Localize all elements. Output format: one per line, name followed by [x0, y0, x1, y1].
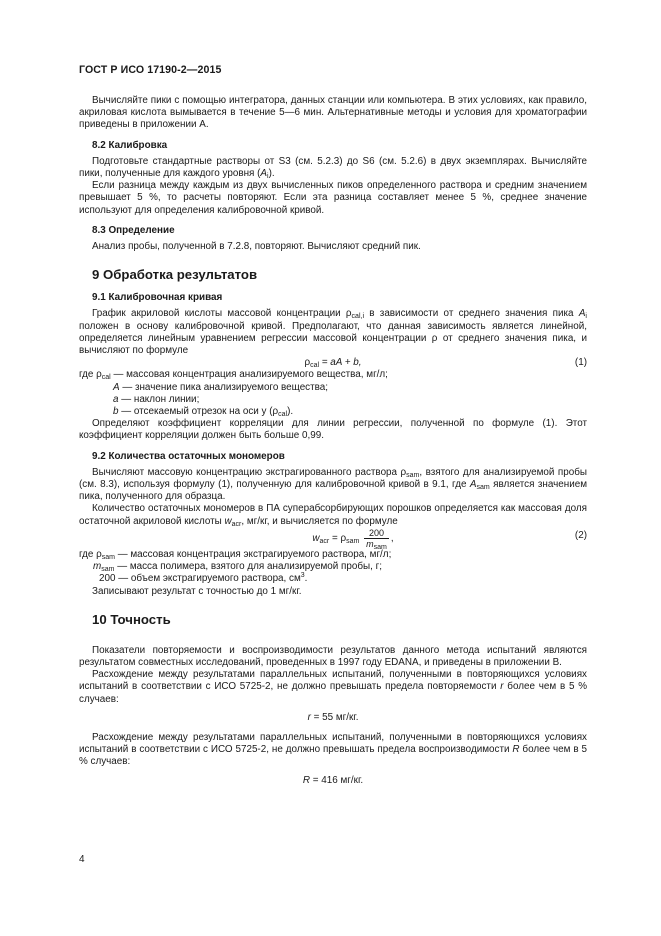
section-8-2-paragraph-2: Если разница между каждым из двух вычисленных пиков определенного раствора и средним значением превышает 5 %, то расчеты повторяют. Если эта разница составляет менее 5 %, среднее значение используют для определения калибровочной кривой. — [79, 180, 587, 216]
reproducibility-formula: R = 416 мг/кг. — [302, 774, 364, 786]
section-9-2-paragraph-1: Вычисляют массовую концентрацию экстрагированного раствора $\rho_{sam}$, взятого для анализируемой пробы (см. 8.3), используя формулу (1), полученную для калибровочной кривой в 9.1, где $A_{sam}$ является значением пика, полученного для образца. — [79, 466, 587, 503]
document-body — [79, 95, 587, 787]
legend-row: a — наклон линии; — [113, 393, 200, 405]
legend-row: где $\rho_{sam}$ — массовая концентрация экстрагируемого раствора, мг/л; — [79, 548, 392, 561]
section-9-1-title: 9.1 Калибровочная кривая — [92, 292, 223, 304]
section-10-paragraph-1: Показатели повторяемости и воспроизводимости результатов данного метода испытаний являются результатом совместных исследований, проведенных в 1997 году EDANA, и приведены в приложении В. — [79, 644, 587, 668]
document-header: ГОСТ Р ИСО 17190-2—2015 — [79, 64, 222, 76]
fraction: $\frac{200}{m_{sam}}$ — [366, 527, 387, 551]
formula-2-legend — [79, 549, 587, 586]
legend-row: $m_{sam}$ — масса полимера, взятого для анализируемой пробы, г; — [93, 561, 382, 574]
legend-row: где $\rho_{cal}$ — массовая концентрация анализируемого вещества, мг/л; — [79, 369, 388, 382]
legend-row: b — отсекаемый отрезок на оси y $(\rho_{cal})$. — [113, 406, 294, 419]
formula-1-legend — [79, 369, 587, 418]
section-10-paragraph-3: Расхождение между результатами параллельных испытаний, полученными в повторяющихся условиях испытаний в соответствии с ИСО 5725-2, не должно превышать предела воспроизводимости R более чем в 5 % случаев: — [79, 731, 587, 768]
section-8-2-paragraph-1: Подготовьте стандартные растворы от S3 (см. 5.2.3) до S6 (см. 5.2.6) в двух экземплярах. Вычисляйте пики, полученные для каждого уровня $(A_i)$. — [79, 155, 587, 181]
section-9-2-paragraph-3: Записывают результат с точностью до 1 мг/кг. — [92, 585, 302, 597]
section-8-3-title: 8.3 Определение — [92, 224, 175, 236]
section-9-2-paragraph-2: Количество остаточных мономеров в ПА суперабсорбирующих порошков определяется как массовая доля остаточной акриловой кислоты $w_{acr}$, мг/кг, и вычисляется по формуле — [79, 503, 587, 528]
intro-paragraph: Вычисляйте пики с помощью интегратора, данных станции или компьютера. В этих условиях, как правило, акриловая кислота вымывается в течение 5—6 мин. Альтернативные методы и условия для хроматографии приведены в приложении А. — [79, 95, 587, 131]
section-8-2-title: 8.2 Калибровка — [92, 139, 168, 151]
section-8-3-paragraph: Анализ пробы, полученной в 7.2.8, повторяют. Вычисляют средний пик. — [92, 241, 421, 253]
section-10-title: 10 Точность — [92, 611, 171, 627]
formula-2: $w_{acr} = \rho_{sam}$ $\frac{200}{m_{sam}}$ , (2) — [312, 527, 587, 551]
section-10-paragraph-2: Расхождение между результатами параллельных испытаний, полученными в повторяющихся условиях испытаний в соответствии с ИСО 5725-2, не должно превышать предела повторяемости r более чем в 5 % случаев: — [79, 669, 587, 705]
section-9-1-paragraph-2: Определяют коэффициент корреляции для линии регрессии, полученной по формуле (1). Этот коэффициент корреляции должен быть больше 0,99. — [79, 418, 587, 442]
section-9-title: 9 Обработка результатов — [92, 267, 258, 283]
repeatability-formula: r = 55 мг/кг. — [307, 711, 359, 723]
legend-row: A — значение пика анализируемого вещества; — [113, 381, 329, 393]
page-number: 4 — [79, 854, 85, 865]
legend-row: 200 — объем экстрагируемого раствора, $см^3$. — [99, 572, 308, 585]
formula-2-number: (2) — [574, 529, 587, 541]
section-9-1-paragraph-1: График акриловой кислоты массовой концентрации $\rho_{cal,i}$ в зависимости от среднего значения пика $A_i$ положен в основу калибровочной кривой. Предполагают, что данная зависимость является линейной, определяется линейным уравнением регрессии массовой концентрации ρ от среднего значения пика, и вычисляют по формуле — [79, 308, 587, 357]
section-9-2-title: 9.2 Количества остаточных мономеров — [92, 450, 285, 462]
formula-1-number: (1) — [574, 357, 587, 369]
formula-1: $\rho_{cal}$ = aA + b, (1) — [304, 357, 587, 370]
